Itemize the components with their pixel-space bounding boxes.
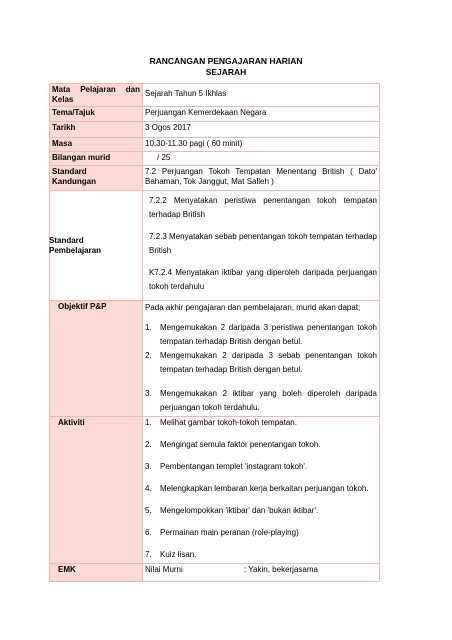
emk-values: : Yakin, bekerjasama (244, 565, 318, 574)
objektif-item (145, 387, 377, 415)
lesson-plan-table (49, 83, 380, 582)
label-mata-pelajaran: Mata Pelajaran dan Kelas (50, 84, 143, 107)
aktiviti-item-number: 7. (145, 550, 152, 559)
standard-pembelajaran-item: 7.2.3 Menyatakan sebab penentangan tokoh tempatan terhadap British (149, 232, 377, 255)
aktiviti-item (145, 440, 377, 450)
value-mata-pelajaran (143, 84, 380, 107)
standard-pembelajaran-item: 7.2.2 Menyatakan peristiwa penentangan tokoh tempatan terhadap British (149, 196, 377, 219)
row-tema (50, 107, 380, 122)
row-standard-pembelajaran (50, 191, 380, 301)
document-subtitle: SEJARAH (205, 67, 247, 77)
row-standard-kandungan (50, 166, 380, 191)
aktiviti-item-text: Melengkapkan lembaran kerja berkaitan perjuangan tokoh. (160, 484, 369, 493)
label-objektif (50, 301, 143, 417)
row-masa (50, 138, 380, 152)
value-objektif (143, 301, 380, 417)
objektif-intro: Pada akhir pengajaran dan pembelajaran, murid akan dapat; (145, 303, 361, 312)
label-bilangan-murid: Bilangan murid (50, 152, 143, 166)
objektif-item-text: Mengemukakan 2 iktibar yang boleh diperoleh daripada perjuangan tokoh terdahulu. (160, 389, 377, 412)
label-aktiviti (50, 417, 143, 564)
value-tarikh: 3 Ogos 2017 (143, 122, 380, 138)
value-tema: Perjuangan Kemerdekaan Negara (143, 107, 380, 122)
objektif-item (145, 349, 377, 377)
objektif-item-number: 1. (145, 323, 152, 332)
aktiviti-item-number: 6. (145, 528, 152, 537)
row-emk (50, 564, 380, 582)
value-bilangan-murid-text: / 25 (157, 153, 171, 162)
value-bilangan-murid (143, 152, 380, 166)
aktiviti-item-text: Mengingat semula faktor penentangan tokoh. (160, 440, 321, 449)
aktiviti-item-number: 2. (145, 440, 152, 449)
aktiviti-item-number: 4. (145, 484, 152, 493)
row-tarikh (50, 122, 380, 138)
aktiviti-item (145, 484, 377, 494)
row-mata-pelajaran (50, 84, 380, 107)
value-masa: 10.30-11.30 pagi ( 60 minit) (143, 138, 380, 152)
objektif-item-number: 2. (145, 351, 152, 360)
emk-category: Nilai Murni (145, 565, 183, 574)
value-standard-kandungan: 7.2 Perjuangan Tokoh Tempatan Menentang British ( Dato' Bahaman, Tok Janggut, Mat Salleh ) (143, 166, 380, 191)
label-tema: Tema/Tajuk (50, 107, 143, 122)
value-standard-pembelajaran (143, 191, 380, 301)
row-bilangan-murid (50, 152, 380, 166)
aktiviti-item (145, 418, 377, 428)
aktiviti-item (145, 550, 377, 560)
aktiviti-item-text: Melihat gambar tokoh-tokoh tempatan. (160, 418, 297, 427)
objektif-item (145, 321, 377, 349)
label-emk (50, 564, 143, 582)
aktiviti-item-text: Mengelompokkan 'iktibar' dan 'bukan iktibar'. (160, 506, 319, 515)
label-aktiviti-text: Aktiviti (58, 418, 85, 427)
aktiviti-item (145, 528, 377, 538)
aktiviti-item-text: Pembentangan templet 'instagram tokoh'. (160, 462, 308, 471)
value-mata-pelajaran-text: Sejarah Tahun 5 Ikhlas (145, 89, 227, 98)
document-title: RANCANGAN PENGAJARAN HARIAN (149, 56, 303, 66)
value-emk (143, 564, 380, 582)
objektif-item-number: 3. (145, 389, 152, 398)
objektif-item-text: Mengemukakan 2 daripada 3 peristiwa penentangan tokoh tempatan terhadap British dengan betul. (160, 323, 377, 346)
aktiviti-item-text: Kuiz lisan. (160, 550, 197, 559)
standard-pembelajaran-item: K7.2.4 Menyatakan iktibar yang diperoleh daripada perjuangan tokoh terdahulu (149, 268, 377, 291)
label-standard-kandungan-text: Standard Kandungan (52, 167, 96, 186)
label-emk-text: EMK (58, 565, 76, 574)
aktiviti-item-number: 3. (145, 462, 152, 471)
aktiviti-item-number: 5. (145, 506, 152, 515)
label-masa: Masa (50, 138, 143, 152)
objektif-item-text: Mengemukakan 2 daripada 3 sebab penentangan tokoh tempatan terhadap British dengan betul. (160, 351, 377, 374)
label-standard-kandungan (50, 166, 143, 191)
label-tarikh: Tarikh (50, 122, 143, 138)
row-aktiviti (50, 417, 380, 564)
label-standard-pembelajaran-text: Standard Pembelajaran (49, 235, 102, 255)
aktiviti-item (145, 506, 377, 516)
aktiviti-item (145, 462, 377, 472)
label-standard-pembelajaran (50, 191, 143, 301)
row-objektif (50, 301, 380, 417)
label-objektif-text: Objektif P&P (58, 302, 107, 311)
aktiviti-item-text: Permainan main peranan (role-playing) (160, 528, 299, 537)
aktiviti-item-number: 1. (145, 418, 152, 427)
value-aktiviti (143, 417, 380, 564)
